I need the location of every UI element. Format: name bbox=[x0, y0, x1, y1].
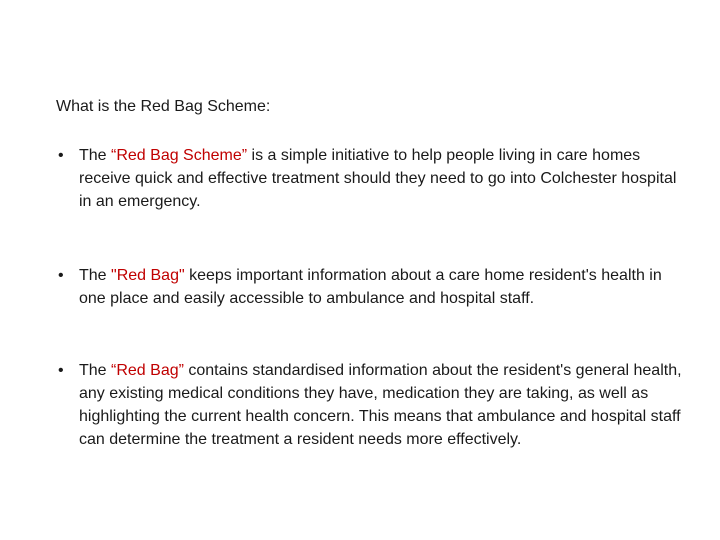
bullet-text bbox=[79, 359, 688, 451]
bullet-icon: • bbox=[58, 267, 64, 284]
bullet-text-pre: The bbox=[79, 147, 112, 164]
page-title: What is the Red Bag Scheme: bbox=[56, 98, 271, 115]
bullet-item bbox=[58, 264, 688, 310]
bullet-text-post: is a simple initiative to help people living in care homes receive quick and effective treatment should they need to go into Colchester hospital in an emergency. bbox=[79, 147, 677, 210]
bullet-text-pre: The bbox=[79, 362, 112, 379]
bullet-highlight: “Red Bag Scheme” bbox=[111, 147, 248, 164]
bullet-item bbox=[58, 144, 688, 213]
bullet-highlight: "Red Bag" bbox=[111, 267, 185, 284]
bullet-text-post: contains standardised information about the resident's general health, any existing medical conditions they have, medication they are taking, as well as highlighting the current health concern. This means that ambulance and hospital staff can determine the treatment a resident needs more effectively. bbox=[79, 362, 682, 448]
bullet-text-pre: The bbox=[79, 267, 112, 284]
bullet-text bbox=[79, 144, 688, 213]
bullet-icon: • bbox=[58, 362, 64, 379]
bullet-text bbox=[79, 264, 688, 310]
bullet-text-post: keeps important information about a care home resident's health in one place and easily accessible to ambulance and hospital staff. bbox=[79, 267, 662, 307]
bullet-highlight: “Red Bag” bbox=[111, 362, 184, 379]
bullet-icon: • bbox=[58, 147, 64, 164]
bullet-item bbox=[58, 359, 688, 451]
